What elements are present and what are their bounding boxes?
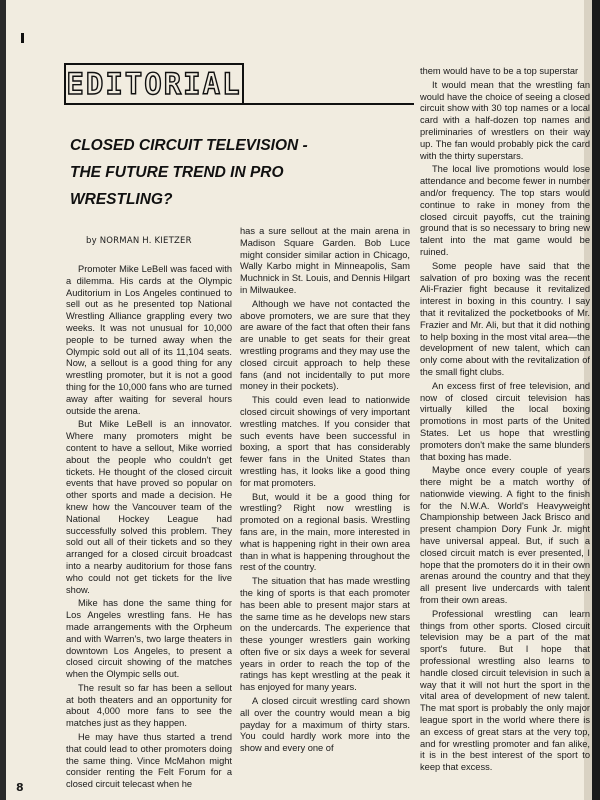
- paragraph: But Mike LeBell is an innovator. Where many promoters might be content to have a sellout, Mike worried about the people who couldn't get tickets. He thought of the closed circuit events that have proved so popular on other sports and made a decision. He knew how the Vancouver team of the National Hockey League had successfully solved this problem. They sold out all of their tickets and so they arranged for a closed circuit broadcast into a nearby auditorium for those fans who could not get tickets for the live show.: [66, 419, 232, 595]
- margin-mark: [21, 33, 24, 43]
- masthead-label: EDITORIAL: [66, 67, 242, 101]
- paragraph: The result so far has been a sellout at both theaters and an opportunity for about 4,000 more fans to see the matches just as they happen.: [66, 682, 232, 729]
- byline: by NORMAN H. KIETZER: [86, 236, 192, 246]
- paragraph: This could even lead to nationwide closed circuit showings of very important wrestling matches. If you consider that such events have been successful in boxing, a sport that has considerably fewer fans in the United States than wrestling has, it looks like a good thing for mat promoters.: [240, 395, 410, 488]
- paragraph: But, would it be a good thing for wrestling? Right now wrestling is promoted on a regional basis. Wrestling fans are, in the main, more interested in what is happening right in their own area than in what is happening throughout the rest of the country.: [240, 491, 410, 573]
- paragraph: It would mean that the wrestling fan would have the choice of seeing a closed circuit show with 30 top names or a local card with a half-dozen top names and preliminaries of wrestlers on their way up. The fan would probably pick the card with the thirty superstars.: [420, 79, 590, 161]
- editorial-masthead: [64, 63, 244, 105]
- column-2: [240, 226, 410, 757]
- headline-line-2: THE FUTURE TREND IN PRO WRESTLING?: [70, 164, 284, 208]
- paragraph: them would have to be a top superstar: [420, 66, 579, 76]
- paragraph: Although we have not contacted the above promoters, we are sure that they are aware of the fact that often their fans are unable to get seats for their great wrestling programs and they may use the closed circuit approach to help these fans (and not incidentally to put more money in their pockets).: [240, 298, 411, 392]
- article-headline: [70, 132, 370, 213]
- headline-line-1: CLOSED CIRCUIT TELEVISION -: [70, 137, 308, 154]
- paragraph: He may have thus started a trend that could lead to other promoters doing the same thing. Vince McMahon might consider renting the Felt Forum for a closed circuit telecast when he: [66, 732, 232, 790]
- magazine-page: [6, 0, 592, 800]
- paragraph: Some people have said that the salvation of pro boxing was the recent Ali-Frazier fight because it revitalized interest in boxing in this country. I say that it revitalized the pocketbooks of Mr. Frazier and Mr. Ali, but that it did nothing to help boxing in the most vital area—the development of new talent, which can only come about with the revitalization of the small fight clubs.: [420, 260, 590, 377]
- page-number: 8: [16, 781, 24, 794]
- masthead-rule: [244, 103, 414, 105]
- paragraph: An excess first of free television, and now of closed circuit television has virtually killed the local boxing promotions in most parts of the United States. Let us hope that wrestling promoters don't make the same blunders that boxing has made.: [420, 380, 590, 462]
- paragraph: Promoter Mike LeBell was faced with a dilemma. His cards at the Olympic Auditorium in Los Angeles continued to sell out as he presented top National Wrestling Alliance grappling every two weeks. It was not unusual for 10,000 people to be turned away when the Olympic sold out all of its 11,104 seats. Now, a sellout is a good thing for any wrestling promoter, but it is not a good thing for the 10,000 fans who are turned away after waiting for several hours outside the arena.: [66, 264, 232, 416]
- column-3: [420, 66, 590, 776]
- column-1: [66, 264, 232, 793]
- paragraph: Mike has done the same thing for Los Angeles wrestling fans. He has made arrangements with the Orpheum and with Warren's, two large theaters in downtown Los Angeles, to present a closed circuit showing of the matches when the Olympic sells out.: [66, 598, 232, 680]
- paragraph: has a sure sellout at the main arena in Madison Square Garden. Bob Luce might consider similar action in Chicago, Wally Karbo might in Minneapolis, Sam Muchnick in St. Louis, and Dennis Hilgart in Milwaukee.: [240, 226, 410, 295]
- paragraph: A closed circuit wrestling card shown all over the country would mean a big payday for a maximum of thirty stars. You could hardly work more into the show and every one of: [240, 696, 410, 754]
- paragraph: Professional wrestling can learn things from other sports. Closed circuit television may be a part of the mat sport's future. But I hope that professional wrestling also learns to handle closed circuit television in such a way that it will not hurt the sport in the vital area of development of new talent. The mat sport is probably the only major league sport in the world where there is an excess of great stars at the very top, and for wrestling promoter and fan alike, it is in the best interest of the sport to keep that excess.: [420, 608, 590, 773]
- paragraph: Maybe once every couple of years there might be a match worthy of nationwide viewing. A fight to the finish for the N.W.A. World's Heavyweight Championship between Jack Brisco and present champion Dory Funk Jr. might have universal appeal. But, if such a closed circuit match is ever presented, I hope that the promoters do it in their own arenas around the country and that they all present live undercards with talent from their own areas.: [420, 465, 590, 606]
- paragraph: The local live promotions would lose attendance and become fewer in number and/or frequency. The top stars would continue to rake in money from the closed circuit payoffs, cut the training ground that is so necessary to bring new talent into the mat game would be ruined.: [420, 164, 590, 257]
- paragraph: The situation that has made wrestling the king of sports is that each promoter has been able to present major stars at the same time as he develops new stars on the undercards. The experience that these younger wrestlers gain working often five or six days a week for several years in order to reach the top of the ratings has kept wrestling at the peak it has enjoyed for many years.: [240, 576, 410, 693]
